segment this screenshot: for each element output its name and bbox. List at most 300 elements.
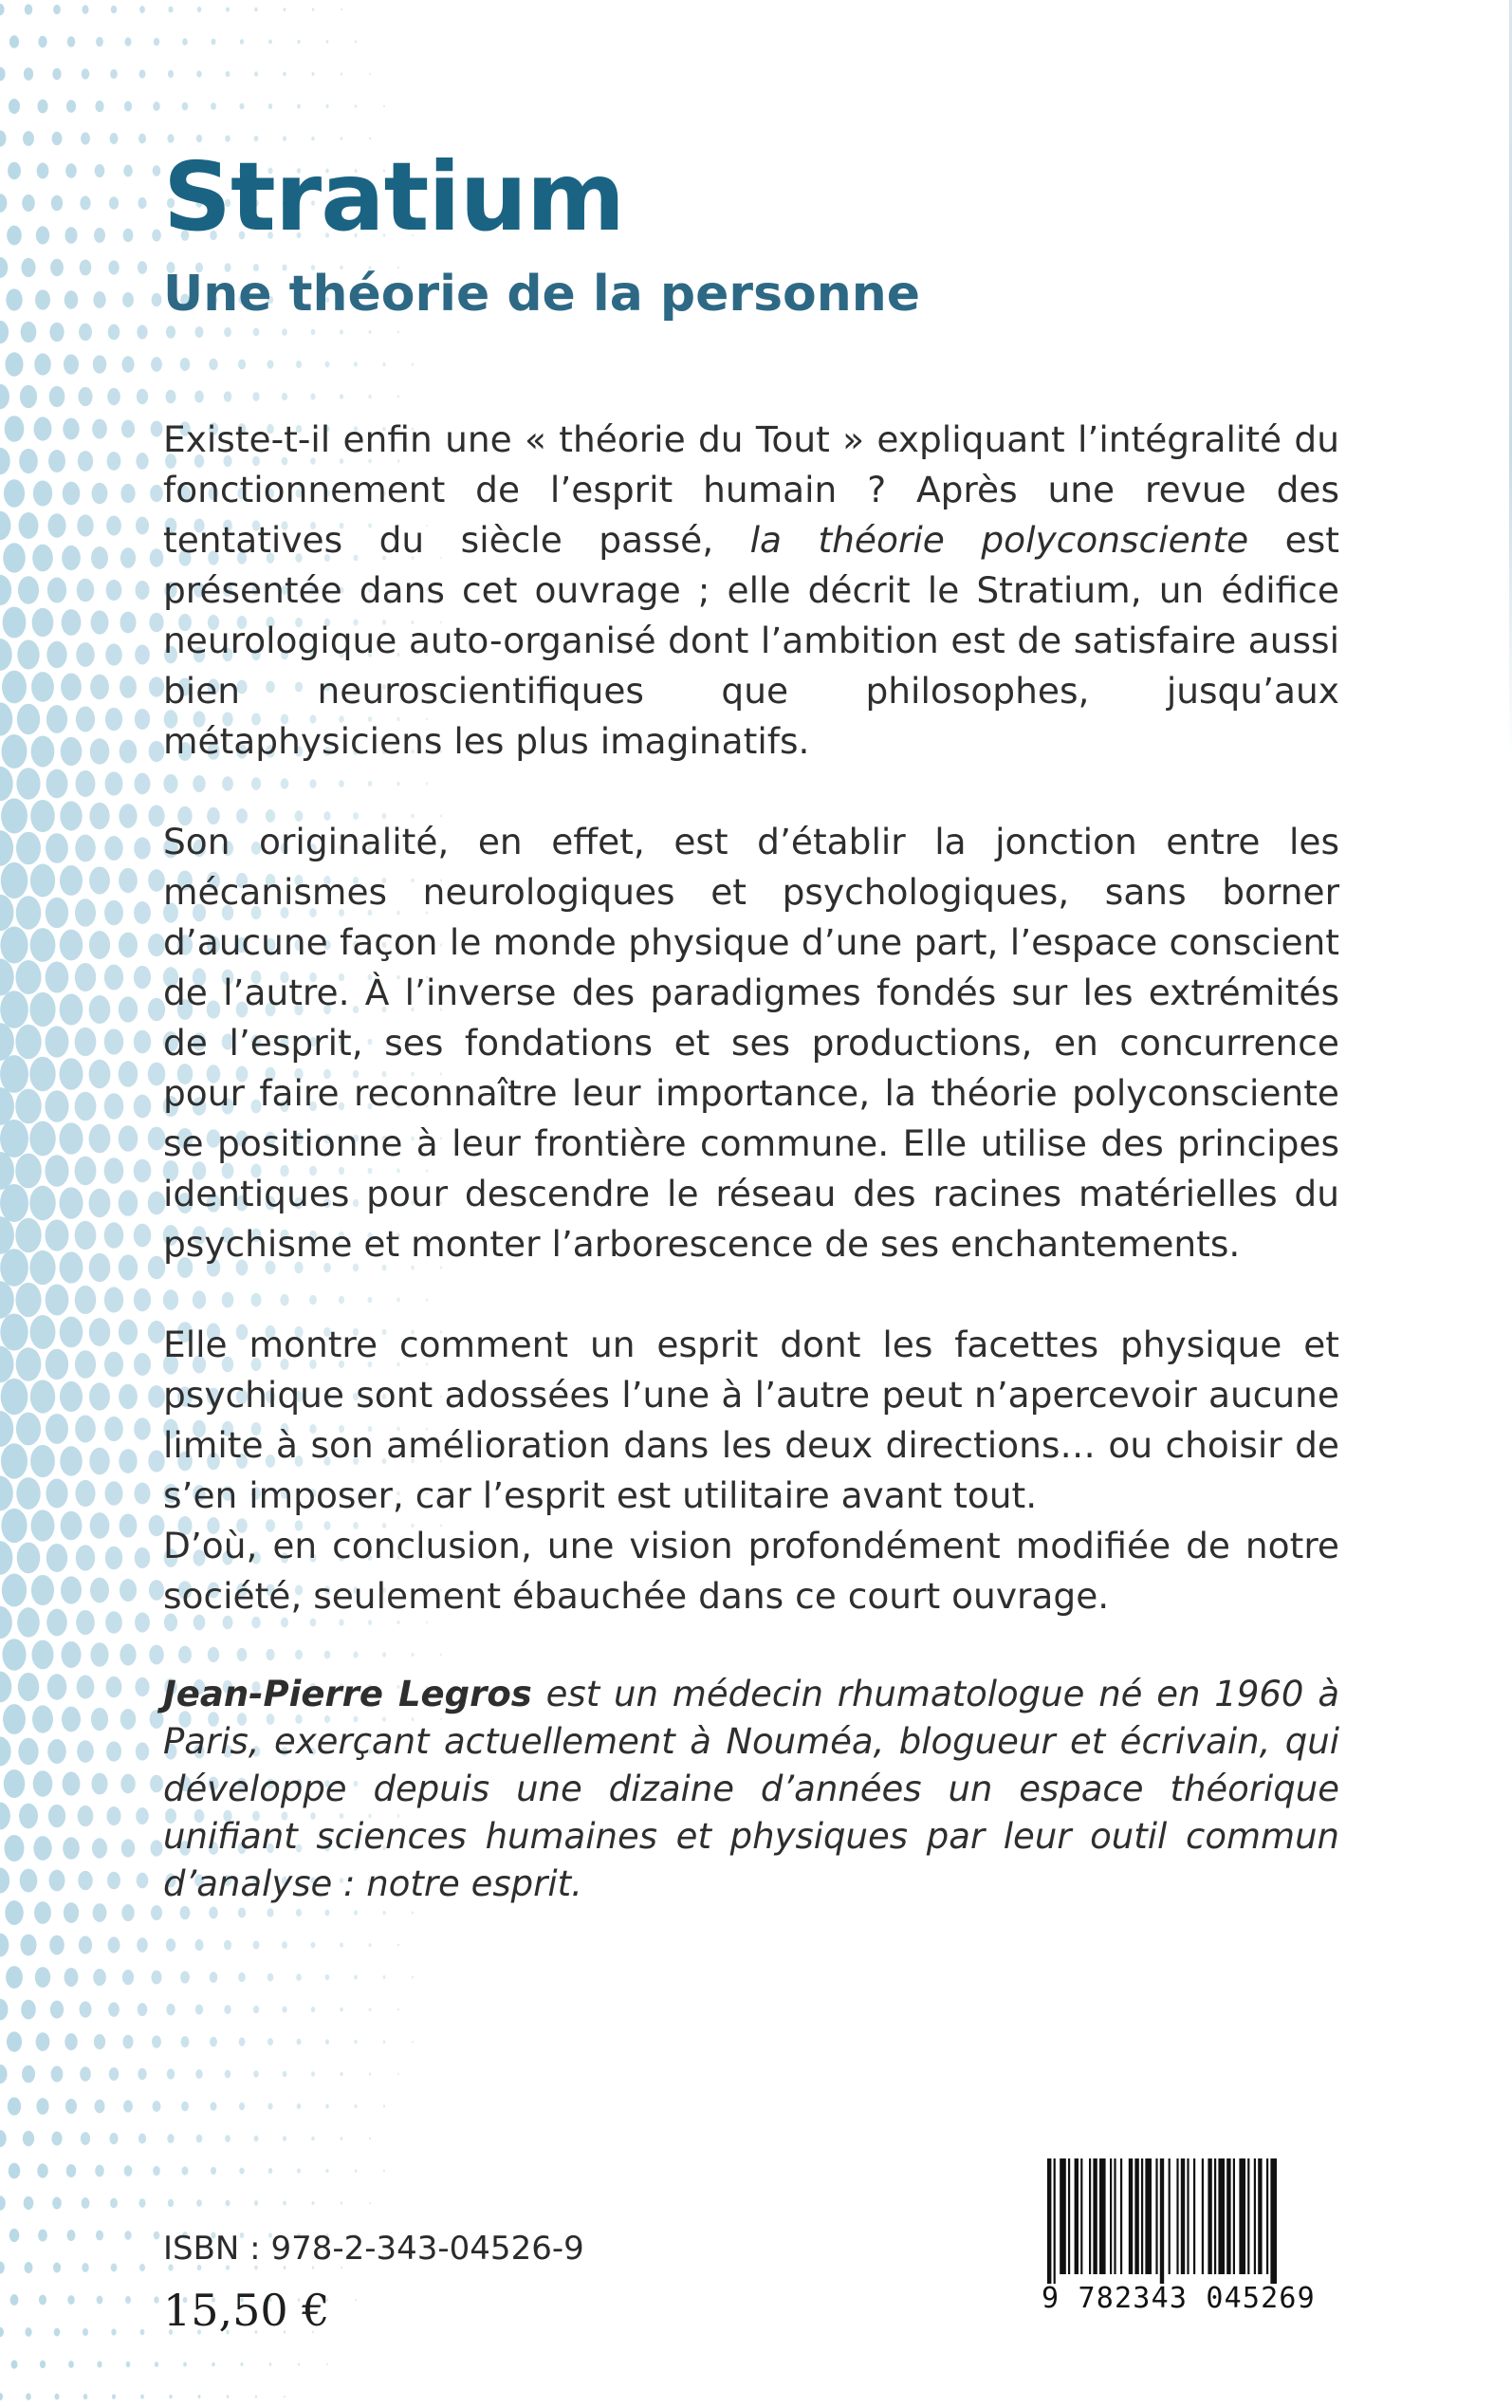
pattern-dot	[135, 1547, 151, 1568]
pattern-dot	[154, 2296, 158, 2303]
pattern-dot	[59, 1122, 83, 1155]
pattern-dot	[60, 993, 83, 1025]
pattern-dot	[46, 833, 68, 863]
pattern-dot	[7, 226, 22, 246]
pattern-dot	[97, 2296, 103, 2305]
pattern-dot	[1, 798, 28, 833]
pattern-dot	[4, 479, 25, 508]
pattern-dot	[53, 2263, 61, 2273]
pattern-dot	[37, 2163, 47, 2177]
pattern-dot	[106, 515, 121, 535]
pattern-dot	[166, 2004, 175, 2015]
pattern-dot	[82, 5, 88, 13]
barcode-bar	[1202, 2158, 1204, 2274]
pattern-dot	[119, 1125, 138, 1152]
pattern-dot	[138, 2068, 146, 2081]
pattern-dot	[119, 1320, 138, 1345]
pattern-dot	[15, 1218, 41, 1253]
pattern-dot	[0, 257, 8, 278]
pattern-dot	[183, 2362, 187, 2366]
pattern-dot	[80, 2066, 91, 2081]
pattern-dot	[46, 1479, 67, 1509]
pattern-dot	[0, 639, 12, 671]
pattern-dot	[108, 324, 120, 341]
barcode-bar	[1160, 2158, 1164, 2284]
pattern-dot	[0, 2195, 6, 2210]
pattern-dot	[68, 2361, 74, 2368]
pattern-dot	[0, 575, 11, 605]
pattern-dot	[125, 2296, 131, 2304]
pattern-dot	[325, 2039, 329, 2045]
pattern-dot	[51, 195, 63, 212]
pattern-dot	[134, 901, 151, 924]
pattern-dot	[18, 1673, 39, 1701]
pattern-dot	[2, 1639, 26, 1670]
pattern-dot	[119, 1061, 138, 1086]
pattern-dot	[182, 102, 189, 111]
pattern-dot	[51, 2131, 62, 2145]
pattern-dot	[0, 1541, 12, 1575]
author-bio-text: est un médecin rhumatologue né en 1960 à Paris, exerçant actuellement à Nouméa, blogueur et écrivain, qui développe depuis une dizaine d’années un espace théorique unifiant sciences humaines et physiques par leur outil commun d’analyse : notre esprit.	[163, 1674, 1339, 1905]
pattern-dot	[6, 288, 22, 310]
pattern-dot	[89, 866, 110, 894]
pattern-dot	[90, 1512, 110, 1539]
barcode-bar	[1214, 2158, 1216, 2274]
pattern-dot	[383, 105, 385, 108]
pattern-dot	[139, 6, 145, 13]
pattern-dot	[81, 2132, 90, 2145]
pattern-dot	[134, 1483, 150, 1505]
pattern-dot	[149, 1580, 164, 1601]
pattern-dot	[61, 737, 83, 766]
pattern-dot	[341, 72, 342, 75]
pattern-dot	[110, 69, 118, 79]
pattern-dot	[76, 1545, 95, 1570]
pattern-dot	[119, 1384, 138, 1409]
pattern-dot	[412, 2041, 414, 2044]
pattern-dot	[149, 741, 165, 762]
barcode-bar	[1141, 2158, 1143, 2274]
pattern-dot	[283, 72, 286, 77]
barcode-bar	[1270, 2158, 1277, 2284]
pattern-dot	[412, 1976, 414, 1979]
pattern-dot	[149, 1645, 164, 1665]
book-subtitle: Une théorie de la personne	[163, 266, 921, 323]
pattern-dot	[167, 2068, 175, 2079]
pattern-dot	[254, 2136, 259, 2142]
pattern-dot	[296, 1909, 302, 1917]
pattern-dot	[75, 1286, 97, 1314]
pattern-dot	[135, 1677, 149, 1696]
pattern-dot	[226, 71, 230, 77]
pattern-dot	[227, 2395, 230, 2398]
pattern-dot	[283, 2201, 286, 2206]
pattern-dot	[340, 1942, 343, 1947]
pattern-dot	[123, 229, 134, 242]
pattern-dot	[136, 581, 150, 600]
pattern-dot	[22, 2065, 35, 2084]
pattern-dot	[0, 991, 28, 1028]
pattern-dot	[253, 2006, 259, 2013]
pattern-dot	[111, 2328, 116, 2335]
pattern-dot	[369, 2138, 371, 2140]
pattern-dot	[105, 1547, 122, 1570]
pattern-dot	[89, 1448, 109, 1475]
pattern-dot	[0, 2393, 3, 2400]
pattern-dot	[108, 1936, 120, 1953]
pattern-dot	[47, 1739, 65, 1764]
pattern-dot	[61, 673, 82, 700]
pattern-dot	[95, 101, 103, 112]
pattern-dot	[110, 133, 119, 144]
pattern-dot	[89, 1382, 110, 1410]
pattern-dot	[137, 1873, 149, 1889]
pattern-dot	[36, 226, 49, 244]
pattern-dot	[197, 7, 202, 12]
pattern-dot	[0, 1606, 12, 1639]
pattern-dot	[90, 1578, 109, 1603]
pattern-dot	[369, 138, 371, 140]
pattern-dot	[104, 1287, 123, 1312]
pattern-dot	[212, 39, 216, 46]
pattern-dot	[60, 865, 83, 896]
pattern-dot	[196, 70, 201, 77]
pattern-dot	[62, 546, 81, 570]
pattern-dot	[312, 72, 315, 76]
pattern-dot	[1, 1379, 28, 1415]
pattern-dot	[24, 67, 33, 81]
pattern-dot	[283, 2136, 286, 2141]
pattern-dot	[124, 2231, 131, 2240]
pattern-dot	[89, 1124, 111, 1153]
pattern-dot	[92, 1838, 107, 1858]
pattern-dot	[136, 1807, 148, 1825]
barcode-bar	[1134, 2158, 1138, 2274]
pattern-dot	[224, 1940, 231, 1951]
pattern-dot	[225, 2070, 230, 2079]
pattern-dot	[104, 1158, 124, 1184]
pattern-dot	[60, 1446, 83, 1475]
pattern-dot	[325, 2169, 328, 2173]
pattern-dot	[89, 1189, 111, 1217]
pattern-dot	[0, 1476, 13, 1511]
pattern-dot	[65, 227, 77, 244]
pattern-dot	[60, 1381, 83, 1412]
pattern-dot	[134, 1159, 152, 1183]
pattern-dot	[239, 103, 244, 110]
pattern-dot	[48, 1805, 65, 1827]
pattern-dot	[97, 2361, 101, 2367]
barcode-bar	[1239, 2158, 1245, 2274]
pattern-dot	[150, 1710, 164, 1729]
pattern-dot	[138, 134, 146, 144]
pattern-dot	[49, 1936, 65, 1955]
pattern-dot	[0, 4, 5, 15]
pattern-dot	[383, 2040, 386, 2044]
pattern-dot	[119, 996, 138, 1022]
pattern-dot	[0, 1802, 10, 1829]
pattern-dot	[46, 1414, 68, 1444]
pattern-dot	[9, 35, 19, 48]
barcode-bar	[1129, 2158, 1133, 2274]
barcode-bar	[1258, 2158, 1262, 2274]
pattern-dot	[369, 2008, 372, 2011]
pattern-dot	[0, 1411, 13, 1447]
pattern-dot	[78, 387, 92, 406]
pattern-dot	[16, 768, 40, 800]
pattern-dot	[79, 1936, 92, 1954]
pattern-dot	[4, 1835, 24, 1862]
pattern-dot	[49, 323, 64, 342]
pattern-dot	[0, 448, 10, 475]
pattern-dot	[50, 2001, 64, 2019]
pattern-dot	[120, 1774, 136, 1794]
pattern-dot	[0, 895, 13, 932]
pattern-dot	[341, 2137, 343, 2140]
pattern-dot	[134, 773, 150, 795]
pattern-dot	[137, 324, 147, 339]
pattern-dot	[383, 1975, 386, 1979]
pattern-dot	[67, 36, 76, 46]
pattern-dot	[31, 735, 55, 767]
pattern-dot	[134, 1417, 151, 1439]
pattern-dot	[196, 2199, 202, 2207]
pattern-dot	[53, 5, 61, 14]
pattern-dot	[29, 1057, 55, 1092]
pattern-dot	[1, 1509, 27, 1543]
pattern-dot	[284, 8, 286, 11]
pattern-dot	[62, 609, 82, 636]
pattern-dot	[108, 260, 119, 274]
pattern-dot	[91, 546, 108, 569]
pattern-dot	[134, 1224, 151, 1248]
barcode-bar	[1181, 2158, 1185, 2274]
pattern-dot	[268, 103, 272, 109]
pattern-dot	[34, 353, 50, 375]
pattern-dot	[2, 1574, 27, 1607]
pattern-dot	[354, 1974, 358, 1979]
pattern-dot	[0, 130, 6, 146]
pattern-dot	[92, 483, 108, 505]
pattern-dot	[17, 704, 40, 734]
pattern-dot	[29, 1121, 56, 1157]
barcode-bar	[1155, 2158, 1157, 2274]
pattern-dot	[267, 2102, 272, 2109]
pattern-dot	[340, 2072, 342, 2076]
pattern-dot	[66, 2164, 76, 2177]
pattern-dot	[76, 1610, 95, 1635]
paragraph-intro-emphasis: la théorie polyconsciente	[749, 519, 1249, 562]
paragraph-conclusion: D’où, en conclusion, une vision profondément modifiée de notre société, seulement ébauchée dans ce court ouvrage.	[163, 1525, 1339, 1618]
author-name: Jean-Pierre Legros	[163, 1674, 532, 1715]
pattern-dot	[212, 2362, 214, 2367]
barcode-bar	[1208, 2158, 1211, 2274]
pattern-dot	[3, 1704, 26, 1734]
pattern-dot	[78, 1871, 92, 1891]
pattern-dot	[138, 261, 147, 274]
pattern-dot	[153, 102, 159, 111]
pattern-dot	[47, 577, 66, 602]
pattern-dot	[38, 36, 46, 47]
pattern-dot	[16, 832, 41, 865]
pattern-dot	[17, 1543, 41, 1574]
pattern-dot	[325, 1974, 330, 1980]
pattern-dot	[296, 1973, 302, 1980]
pattern-dot	[0, 1346, 14, 1383]
pattern-dot	[181, 2102, 189, 2112]
pattern-dot	[195, 2069, 202, 2079]
pattern-dot	[104, 1093, 124, 1120]
pattern-dot	[124, 37, 131, 46]
pattern-dot	[11, 2360, 18, 2368]
pattern-dot	[75, 1416, 96, 1443]
pattern-dot	[240, 39, 244, 45]
pattern-dot	[354, 1910, 358, 1915]
pattern-dot	[36, 2032, 50, 2051]
pattern-dot	[31, 1575, 54, 1605]
pattern-dot	[15, 1089, 42, 1124]
pattern-dot	[369, 2202, 371, 2205]
pattern-dot	[89, 1318, 110, 1346]
pattern-dot	[168, 7, 173, 13]
pattern-dot	[124, 101, 132, 111]
pattern-dot	[0, 1313, 28, 1350]
pattern-dot	[239, 2102, 245, 2110]
pattern-dot	[90, 738, 110, 764]
pattern-dot	[46, 1609, 67, 1637]
pattern-dot	[7, 2031, 22, 2051]
pattern-dot	[90, 1642, 108, 1667]
pattern-dot	[383, 2104, 385, 2107]
pattern-dot	[47, 513, 65, 538]
pattern-dot	[134, 1288, 151, 1311]
pattern-dot	[311, 2137, 315, 2141]
pattern-dot	[120, 1709, 136, 1730]
pattern-dot	[46, 962, 69, 993]
pattern-dot	[355, 104, 358, 107]
pattern-dot	[0, 1120, 28, 1158]
pattern-dot	[311, 137, 314, 141]
author-bio	[163, 1671, 1339, 1908]
pattern-dot	[49, 1870, 65, 1892]
paragraph-intro	[163, 415, 1339, 767]
pattern-dot	[61, 1576, 82, 1603]
pattern-dot	[134, 1353, 151, 1376]
pattern-dot	[89, 931, 110, 959]
pattern-dot	[25, 2327, 31, 2337]
pattern-dot	[66, 100, 76, 112]
pattern-dot	[325, 2104, 329, 2109]
pattern-dot	[111, 6, 117, 14]
pattern-dot	[0, 1737, 11, 1767]
pattern-dot	[65, 163, 77, 178]
pattern-dot	[121, 1904, 134, 1921]
paragraph-originality: Son originalité, en effet, est d’établir la jonction entre les mécanismes neurologiques et psychologiques, sans borner d’aucune façon le monde physique d’une part, l’espace conscient de l’autre. À l’inverse des paradigmes fondés sur les extrémités de l’esprit, ses fondations et ses productions, en concurrence pour faire reconnaître leur importance, la théorie polyconsciente se positionne à leur frontière commune. Elle utilise des principes identiques pour descendre le réseau des racines matérielles du psychisme et monter l’arborescence de ses enchantements.	[163, 821, 1339, 1266]
pattern-dot	[134, 1095, 152, 1119]
pattern-dot	[35, 289, 50, 309]
pattern-dot	[104, 1352, 123, 1378]
pattern-dot	[30, 1445, 55, 1477]
pattern-dot	[3, 543, 26, 572]
pattern-dot	[5, 416, 25, 442]
pattern-dot	[355, 2169, 358, 2173]
pattern-dot	[169, 2395, 172, 2399]
pattern-dot	[34, 417, 52, 440]
pattern-dot	[45, 1090, 68, 1122]
pattern-dot	[138, 2198, 145, 2208]
barcode-bar	[1089, 2158, 1091, 2274]
pattern-dot	[90, 675, 109, 699]
pattern-dot	[297, 103, 301, 108]
pattern-dot	[80, 2001, 92, 2017]
pattern-dot	[20, 385, 37, 408]
pattern-dot	[267, 1908, 273, 1917]
pattern-dot	[29, 1250, 55, 1285]
pattern-dot	[151, 420, 163, 436]
pattern-dot	[35, 1967, 50, 1988]
pattern-dot	[77, 1676, 95, 1699]
pattern-dot	[121, 1839, 135, 1857]
pattern-dot	[122, 2035, 133, 2049]
pattern-dot	[112, 2394, 116, 2399]
pattern-dot	[104, 1222, 124, 1248]
pattern-dot	[107, 1872, 120, 1890]
pattern-dot	[2, 734, 28, 769]
pattern-dot	[397, 2073, 399, 2075]
pattern-dot	[18, 1738, 38, 1765]
pattern-dot	[105, 771, 123, 795]
pattern-dot	[150, 485, 163, 502]
pattern-dot	[64, 354, 79, 374]
pattern-dot	[65, 2033, 77, 2050]
pattern-dot	[65, 290, 79, 308]
pattern-dot	[38, 2229, 47, 2241]
barcode-bar	[1110, 2158, 1112, 2274]
barcode-digits: 9 782343 045269	[1042, 2282, 1316, 2315]
back-cover-text	[163, 142, 1339, 1908]
pattern-dot	[167, 2134, 174, 2143]
pattern-dot	[253, 2070, 259, 2077]
pattern-dot	[54, 2328, 61, 2337]
pattern-dot	[110, 2198, 118, 2209]
barcode-bar	[1266, 2158, 1268, 2274]
pattern-dot	[36, 2098, 48, 2115]
pattern-dot	[46, 1026, 69, 1057]
barcode-bar	[1060, 2158, 1066, 2274]
pattern-dot	[0, 1281, 14, 1318]
pattern-dot	[33, 480, 52, 506]
pattern-dot	[104, 1028, 124, 1054]
pattern-dot	[95, 2100, 105, 2114]
barcode-bar	[1120, 2158, 1122, 2274]
pattern-dot	[95, 2165, 104, 2177]
pattern-dot	[225, 2135, 230, 2142]
pattern-dot	[134, 837, 151, 859]
pattern-dot	[121, 420, 135, 438]
pattern-dot	[31, 1640, 53, 1670]
pattern-dot	[46, 641, 66, 668]
pattern-dot	[91, 1708, 108, 1731]
pattern-dot	[195, 2004, 203, 2014]
pattern-dot	[210, 1972, 218, 1983]
pattern-dot	[137, 389, 148, 404]
barcode-bar	[1054, 2158, 1056, 2284]
pattern-dot	[33, 1770, 53, 1797]
pattern-dot	[52, 132, 63, 145]
pattern-dot	[96, 37, 103, 46]
pattern-dot	[93, 355, 107, 373]
pattern-dot	[76, 707, 95, 732]
